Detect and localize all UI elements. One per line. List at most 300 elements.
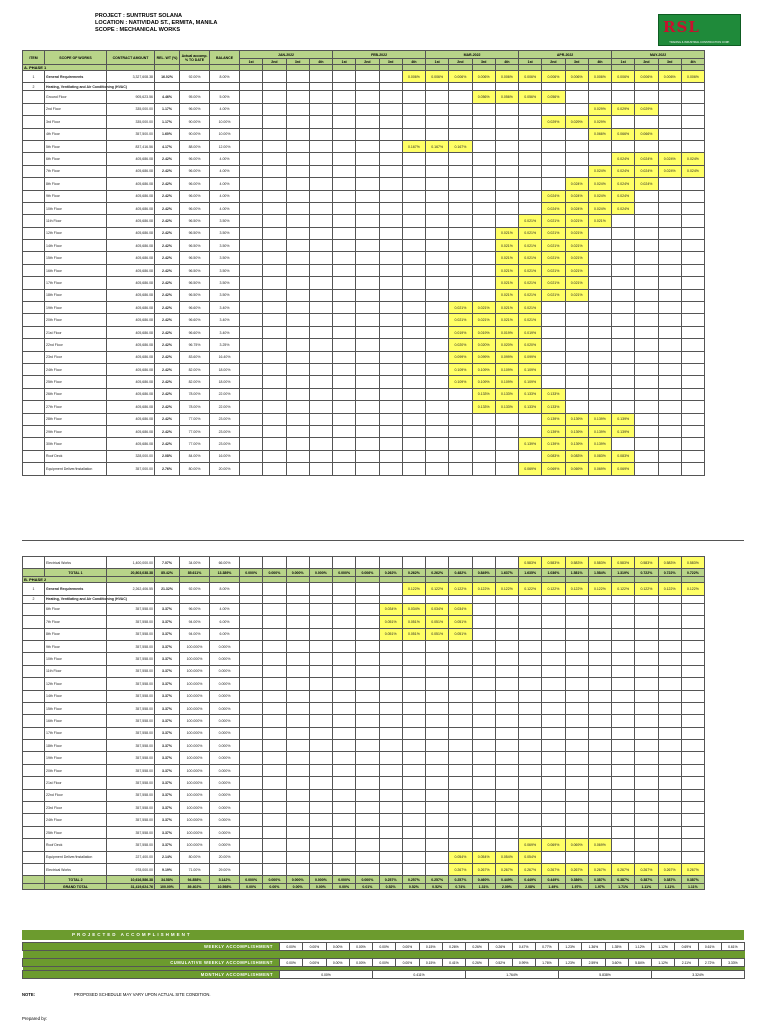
week-cell <box>240 740 263 752</box>
week-cell: 0.139% <box>565 425 588 437</box>
scope-name: 14th Floor <box>45 690 107 702</box>
table-row <box>23 826 705 838</box>
table-row <box>23 413 705 425</box>
week-cell <box>542 351 565 363</box>
week-cell <box>402 91 425 103</box>
week-cell <box>309 640 332 652</box>
week-cell <box>658 363 681 375</box>
actual-accomp: 82.00% <box>180 376 210 388</box>
week-cell <box>402 665 425 677</box>
actual-accomp: 82.00% <box>180 363 210 375</box>
item-no <box>23 190 45 202</box>
table-row <box>23 802 705 814</box>
week-cell <box>449 165 472 177</box>
contract-amount: 405,686.08 <box>107 302 155 314</box>
week-cell <box>379 128 402 140</box>
accomplishment-value: 0.00% <box>396 943 419 951</box>
week-cell <box>356 240 379 252</box>
week-cell <box>472 202 495 214</box>
cell <box>542 595 565 603</box>
accomplishment-value: 0.15% <box>419 959 442 967</box>
week-cell <box>426 190 449 202</box>
week-cell <box>495 153 518 165</box>
week-cell <box>449 438 472 450</box>
week-cell <box>402 814 425 826</box>
week-cell: 0.051% <box>449 616 472 628</box>
item-no <box>23 252 45 264</box>
month-header: MAY-2022 <box>612 51 705 59</box>
scope-name: 19th Floor <box>45 752 107 764</box>
week-cell: 0.021% <box>542 289 565 301</box>
balance: 23.00% <box>210 425 240 437</box>
week-cell <box>309 178 332 190</box>
week-header: 2nd <box>449 59 472 65</box>
week-cell <box>449 190 472 202</box>
week-cell <box>612 715 635 727</box>
scope-name: Equipment Deliver/Installation <box>45 463 107 475</box>
week-cell <box>356 413 379 425</box>
scope-name: 10th Floor <box>45 653 107 665</box>
week-cell <box>658 450 681 462</box>
accomplishment-value: 0.00% <box>280 943 303 951</box>
week-cell <box>565 103 588 115</box>
total-label: TOTAL 1 <box>45 569 107 577</box>
week-cell <box>356 116 379 128</box>
balance: 3.50% <box>210 264 240 276</box>
week-total: 0.74% <box>449 884 472 890</box>
week-cell <box>612 640 635 652</box>
total-actual: 94.858% <box>180 876 210 884</box>
week-cell <box>519 690 542 702</box>
accomplishment-value: 1.12% <box>628 943 651 951</box>
balance: 3.40% <box>210 326 240 338</box>
week-cell <box>426 425 449 437</box>
week-cell <box>519 740 542 752</box>
week-cell: 0.021% <box>542 240 565 252</box>
week-cell <box>379 363 402 375</box>
week-cell <box>472 463 495 475</box>
week-cell <box>449 764 472 776</box>
week-cell <box>240 839 263 851</box>
week-cell: 0.122% <box>635 583 658 595</box>
week-total: 0.262% <box>379 569 402 577</box>
schedule-table-phase-2 <box>22 556 705 890</box>
week-cell <box>286 314 309 326</box>
accomplishment-value: 0.26% <box>442 943 465 951</box>
week-cell <box>286 363 309 375</box>
week-cell: 0.024% <box>612 165 635 177</box>
week-cell <box>612 752 635 764</box>
week-total: 0.262% <box>426 569 449 577</box>
week-cell <box>635 777 658 789</box>
week-cell <box>379 351 402 363</box>
week-cell <box>263 583 286 595</box>
week-cell: 0.024% <box>588 202 611 214</box>
week-cell: 0.024% <box>635 178 658 190</box>
cell <box>565 595 588 603</box>
week-cell <box>286 814 309 826</box>
contract-amount: 357,558.00 <box>107 752 155 764</box>
table-row <box>23 653 705 665</box>
week-cell <box>426 339 449 351</box>
accomplishment-value: 0.15% <box>419 943 442 951</box>
week-cell <box>356 583 379 595</box>
week-cell <box>286 388 309 400</box>
week-cell <box>426 128 449 140</box>
week-cell <box>588 802 611 814</box>
week-cell <box>286 628 309 640</box>
week-cell <box>472 603 495 615</box>
rel-wt: 2.42% <box>155 215 180 227</box>
week-cell <box>542 616 565 628</box>
week-cell <box>519 764 542 776</box>
week-cell <box>309 289 332 301</box>
week-cell <box>356 190 379 202</box>
scope-name: 10th Floor <box>45 202 107 214</box>
week-cell <box>379 264 402 276</box>
week-cell <box>240 289 263 301</box>
accomplishment-value: 1.36% <box>582 943 605 951</box>
scope-name: 24th Floor <box>45 363 107 375</box>
cell <box>588 595 611 603</box>
week-cell <box>356 140 379 152</box>
week-cell <box>681 702 704 714</box>
week-cell: 0.024% <box>612 178 635 190</box>
item-no: 2 <box>23 595 45 603</box>
week-cell <box>356 802 379 814</box>
week-cell <box>565 128 588 140</box>
week-cell <box>542 678 565 690</box>
week-cell <box>286 715 309 727</box>
week-cell <box>402 789 425 801</box>
week-total: 0.460% <box>472 876 495 884</box>
week-cell <box>681 678 704 690</box>
week-cell <box>588 140 611 152</box>
week-cell <box>379 277 402 289</box>
week-cell <box>658 215 681 227</box>
week-cell <box>356 438 379 450</box>
week-cell <box>402 777 425 789</box>
week-cell <box>379 140 402 152</box>
week-cell <box>333 752 356 764</box>
week-cell <box>402 314 425 326</box>
week-cell: 0.006% <box>565 71 588 83</box>
week-cell <box>240 91 263 103</box>
table-row <box>23 351 705 363</box>
balance: 6.00% <box>210 616 240 628</box>
week-cell <box>658 826 681 838</box>
contract-amount: 357,558.00 <box>107 690 155 702</box>
scope-name: 18th Floor <box>45 740 107 752</box>
week-cell <box>356 326 379 338</box>
week-cell <box>379 851 402 863</box>
rel-wt: 21.32% <box>155 583 180 595</box>
week-cell <box>240 178 263 190</box>
week-cell <box>449 814 472 826</box>
week-cell: 0.139% <box>588 413 611 425</box>
cell <box>180 83 210 91</box>
week-cell: 0.021% <box>565 252 588 264</box>
week-cell <box>681 826 704 838</box>
week-cell <box>263 128 286 140</box>
contract-amount: 357,558.00 <box>107 764 155 776</box>
week-cell: 0.024% <box>635 153 658 165</box>
week-cell <box>379 178 402 190</box>
item-no <box>23 425 45 437</box>
week-cell <box>472 128 495 140</box>
week-cell <box>263 140 286 152</box>
week-cell <box>565 616 588 628</box>
week-cell <box>542 178 565 190</box>
total-wt: 34.58% <box>155 876 180 884</box>
balance: 5.00% <box>210 91 240 103</box>
week-cell <box>333 653 356 665</box>
week-cell: 0.019% <box>472 326 495 338</box>
week-cell <box>635 227 658 239</box>
week-cell <box>635 752 658 764</box>
scope-name: 24th Floor <box>45 814 107 826</box>
week-cell <box>565 640 588 652</box>
week-cell <box>356 252 379 264</box>
week-cell <box>681 839 704 851</box>
balance: 3.50% <box>210 227 240 239</box>
week-cell <box>635 665 658 677</box>
week-cell <box>286 202 309 214</box>
week-cell <box>379 777 402 789</box>
rel-wt: 3.37% <box>155 752 180 764</box>
accomplishment-value: 1.764% <box>466 971 559 979</box>
cell <box>23 884 45 890</box>
cell <box>565 83 588 91</box>
week-cell <box>402 128 425 140</box>
week-cell <box>612 215 635 227</box>
cell <box>23 876 45 884</box>
week-header: 4th <box>402 59 425 65</box>
week-cell <box>286 413 309 425</box>
contract-amount: 357,558.00 <box>107 715 155 727</box>
week-cell <box>426 178 449 190</box>
week-cell <box>472 777 495 789</box>
table-row <box>23 616 705 628</box>
week-cell <box>495 603 518 615</box>
week-cell: 0.167% <box>426 140 449 152</box>
rel-wt: 3.37% <box>155 690 180 702</box>
balance: 6.00% <box>210 628 240 640</box>
week-cell <box>495 789 518 801</box>
week-total: 1.319% <box>612 569 635 577</box>
week-cell <box>333 463 356 475</box>
total-balance: 10.598% <box>210 884 240 890</box>
week-cell <box>379 814 402 826</box>
logo-text: RSL <box>663 18 700 36</box>
week-cell <box>635 851 658 863</box>
accomplishment-value: 2.59% <box>582 959 605 967</box>
week-cell <box>565 363 588 375</box>
week-cell: 0.056% <box>495 91 518 103</box>
week-cell <box>565 690 588 702</box>
week-cell <box>426 289 449 301</box>
week-cell: 0.021% <box>495 252 518 264</box>
week-cell <box>426 557 449 569</box>
actual-accomp: 95.00% <box>180 91 210 103</box>
cell <box>309 595 332 603</box>
actual-accomp: 96.00% <box>180 165 210 177</box>
week-cell <box>635 326 658 338</box>
item-no <box>23 264 45 276</box>
week-cell <box>286 339 309 351</box>
week-cell <box>286 863 309 875</box>
scope-name: 8th Floor <box>45 178 107 190</box>
contract-amount: 405,686.08 <box>107 277 155 289</box>
week-cell <box>495 653 518 665</box>
week-cell <box>309 603 332 615</box>
week-cell <box>658 463 681 475</box>
item-no <box>23 616 45 628</box>
week-cell <box>449 116 472 128</box>
cell <box>449 595 472 603</box>
week-cell: 0.021% <box>542 252 565 264</box>
item-no <box>23 227 45 239</box>
week-cell <box>565 764 588 776</box>
week-cell <box>263 777 286 789</box>
week-cell <box>542 153 565 165</box>
project-title: PROJECT : SUNTRUST SOLANA <box>95 13 183 19</box>
week-cell <box>635 339 658 351</box>
accomplishment-row <box>23 971 745 979</box>
item-no <box>23 314 45 326</box>
week-cell <box>658 116 681 128</box>
week-cell <box>402 277 425 289</box>
week-header: 2nd <box>356 59 379 65</box>
week-cell: 0.133% <box>495 401 518 413</box>
week-cell <box>426 450 449 462</box>
accomplishment-value: 0.61% <box>698 943 721 951</box>
table-row <box>23 326 705 338</box>
item-no <box>23 715 45 727</box>
contract-amount: 405,686.08 <box>107 190 155 202</box>
week-cell <box>449 653 472 665</box>
week-cell: 0.029% <box>635 103 658 115</box>
cell <box>240 595 263 603</box>
table-row <box>23 839 705 851</box>
week-cell <box>333 252 356 264</box>
week-cell <box>495 665 518 677</box>
week-cell <box>356 463 379 475</box>
week-total: 1.11% <box>681 884 704 890</box>
week-total: 0.006% <box>356 569 379 577</box>
week-cell <box>356 71 379 83</box>
week-cell: 0.583% <box>635 557 658 569</box>
week-cell <box>426 740 449 752</box>
week-cell <box>588 240 611 252</box>
week-cell <box>426 702 449 714</box>
accomplishment-value: 1.12% <box>652 959 675 967</box>
week-cell <box>472 839 495 851</box>
week-cell <box>542 128 565 140</box>
week-cell <box>309 715 332 727</box>
week-cell <box>542 789 565 801</box>
week-cell <box>286 727 309 739</box>
week-cell <box>402 264 425 276</box>
week-cell <box>426 839 449 851</box>
item-no <box>23 557 45 569</box>
week-cell <box>495 752 518 764</box>
scope-name: 16th Floor <box>45 264 107 276</box>
week-cell <box>449 702 472 714</box>
cell <box>449 83 472 91</box>
week-cell: 0.122% <box>588 583 611 595</box>
week-cell <box>240 752 263 764</box>
accomplishment-value: 0.26% <box>489 943 512 951</box>
week-cell <box>333 678 356 690</box>
week-cell: 0.066% <box>612 128 635 140</box>
week-cell <box>333 326 356 338</box>
week-cell <box>495 450 518 462</box>
week-cell <box>309 376 332 388</box>
rel-wt: 2.42% <box>155 401 180 413</box>
balance: 16.40% <box>210 351 240 363</box>
week-total: 0.449% <box>542 876 565 884</box>
balance: 0.000% <box>210 665 240 677</box>
note <box>22 992 211 997</box>
week-cell <box>309 153 332 165</box>
week-cell <box>286 826 309 838</box>
week-cell <box>588 640 611 652</box>
week-cell <box>286 789 309 801</box>
week-cell <box>333 178 356 190</box>
week-cell: 0.133% <box>495 388 518 400</box>
week-cell: 0.006% <box>449 71 472 83</box>
week-cell <box>426 851 449 863</box>
table-row <box>23 628 705 640</box>
week-cell <box>286 653 309 665</box>
contract-amount: 328,000.00 <box>107 450 155 462</box>
actual-accomp: 96.50% <box>180 227 210 239</box>
week-cell <box>658 438 681 450</box>
week-cell <box>309 326 332 338</box>
week-cell <box>263 665 286 677</box>
week-cell <box>472 715 495 727</box>
rel-wt: 3.37% <box>155 727 180 739</box>
rel-wt: 2.42% <box>155 202 180 214</box>
week-cell <box>635 376 658 388</box>
week-cell <box>402 252 425 264</box>
accomplishment-value: 0.61% <box>721 943 744 951</box>
week-header: 2nd <box>542 59 565 65</box>
week-cell: 0.066% <box>588 128 611 140</box>
contract-amount: 405,686.08 <box>107 438 155 450</box>
rel-wt: 2.42% <box>155 339 180 351</box>
col-scope: SCOPE OF WORKS <box>45 51 107 65</box>
week-cell <box>588 339 611 351</box>
actual-accomp: 96.50% <box>180 252 210 264</box>
week-cell <box>379 727 402 739</box>
week-cell <box>472 740 495 752</box>
week-cell <box>356 603 379 615</box>
week-cell: 0.267% <box>565 863 588 875</box>
week-cell: 0.021% <box>565 240 588 252</box>
week-cell: 0.029% <box>565 116 588 128</box>
actual-accomp: 96.00% <box>180 103 210 115</box>
week-cell <box>240 826 263 838</box>
week-cell <box>402 863 425 875</box>
balance: 4.00% <box>210 165 240 177</box>
week-cell: 0.139% <box>519 438 542 450</box>
scope-name: 20th Floor <box>45 764 107 776</box>
week-total: 1.31% <box>472 884 495 890</box>
week-cell <box>402 339 425 351</box>
week-cell: 0.139% <box>588 425 611 437</box>
